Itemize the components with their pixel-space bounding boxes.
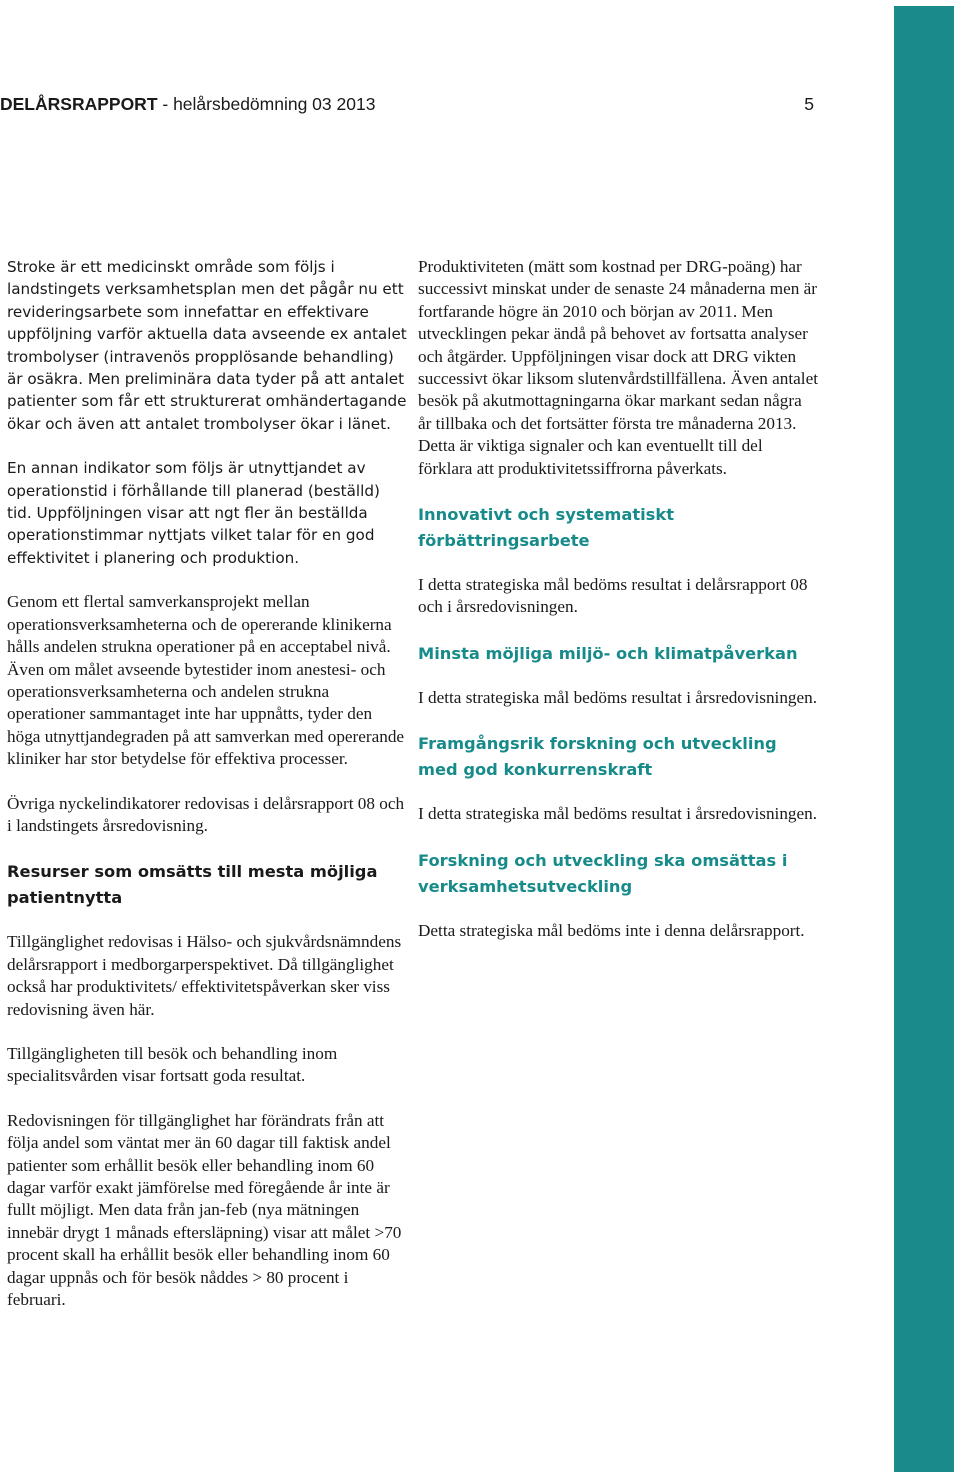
side-accent-bar: [894, 6, 954, 1472]
paragraph-produktivitet: Produktiviteten (mätt som kostnad per DRG-poäng) har successivt minskat under de senaste 24 månaderna men är fortfarande högre än 2010 och början av 2011. Men utvecklingen pekar ändå på behovet av fortsatta analyser och åtgärder. Uppföljningen visar dock att DRG vikten successivt ökar liksom slutenvårdstillfällena. Även antalet besök på akutmottagningarna ökar markant sedan några år tillbaka och det fortsätter första tre månaderna 2013. Detta är viktiga signaler och kan eventuellt till del förklara att produktivitetssiffrorna påverkats.: [418, 257, 818, 478]
paragraph-tillganglighet: Tillgänglighet redovisas i Hälso- och sjukvårdsnämndens delårsrapport i medborgarperspektivet. Då tillgänglighet också har produktivitets/ effektivitetspåverkan sker viss redovisning även här.: [7, 932, 402, 1019]
paragraph-verksamhetsutveckling: Detta strategiska mål bedöms inte i denna delårsrapport.: [418, 920, 805, 940]
left-column: [7, 256, 407, 1333]
paragraph-ovriga: Övriga nyckelindikatorer redovisas i delårsrapport 08 och i landstingets årsredovisning.: [7, 793, 405, 835]
paragraph-specialistvard: Tillgängligheten till besök och behandling inom specialitsvården visar fortsatt goda resultat.: [7, 1043, 338, 1086]
report-title: DELÅRSRAPPORT: [0, 94, 158, 114]
paragraph-redovisning: Redovisningen för tillgänglighet har förändrats från att följa andel som väntat mer än 60 dagar till faktisk andel patienter som erhållit besök eller behandling inom 60 dagar varför exakt jämförelse med föregående år inte är fullt möjligt. Men data från jan-feb (nya mätningen innebär drygt 1 månads eftersläpning) visar att målet >70 procent skall ha erhållit besök eller behandling inom 60 dagar uppnås och för besök nåddes > 80 procent i februari.: [7, 1110, 402, 1310]
paragraph-innovativt: I detta strategiska mål bedöms resultat i delårsrapport 08 och i årsredovisningen.: [418, 575, 808, 617]
report-subtitle: - helårsbedömning 03 2013: [157, 94, 376, 114]
paragraph-forskning: I detta strategiska mål bedöms resultat i årsredovisningen.: [418, 804, 818, 824]
paragraph-miljo: I detta strategiska mål bedöms resultat i årsredovisningen.: [418, 687, 818, 707]
paragraph-samverkan: Genom ett flertal samverkansprojekt mellan operationsverksamheterna och de opererande klinikerna hålls andelen strukna operationer på en acceptabel nivå. Även om målet avseende bytestider inom anestesi- och operationsverksamheterna och andelen strukna operationer sammantaget inte har uppnåtts, tyder den höga utnyttjandegraden på att samverkan med opererande kliniker har stor betydelse för effektiva processer.: [7, 592, 405, 769]
heading-forskning: Framgångsrik forskning och utveckling med god konkurrenskraft: [418, 734, 777, 780]
page-number: 5: [804, 94, 814, 114]
right-column: [418, 256, 818, 964]
page-header: [0, 94, 820, 122]
heading-verksamhetsutveckling: Forskning och utveckling ska omsättas i verksamhetsutveckling: [418, 850, 788, 896]
paragraph-stroke: Stroke är ett medicinskt område som följs i landstingets verksamhetsplan men det pågår nu ett revideringsarbete som innefattar en effektivare uppföljning varför aktuella data avseende ex antalet trombolyser (intravenös propplösande behandling) är osäkra. Men preliminära data tyder på att antalet patienter som får ett strukturerat omhändertagande ökar och även att antalet trombolyser ökar i länet.: [7, 258, 407, 433]
heading-resurser: Resurser som omsätts till mesta möjliga patientnytta: [7, 862, 378, 908]
paragraph-operationstid: En annan indikator som följs är utnyttjandet av operationstid i förhållande till planerad (beställd) tid. Uppföljningen visar att ngt fler än beställda operationstimmar nyttjats vilket talar för en god effektivitet i planering och produktion.: [7, 459, 380, 567]
heading-innovativt: Innovativt och systematiskt förbättringsarbete: [418, 505, 674, 551]
heading-miljo: Minsta möjliga miljö- och klimatpåverkan: [418, 643, 798, 663]
